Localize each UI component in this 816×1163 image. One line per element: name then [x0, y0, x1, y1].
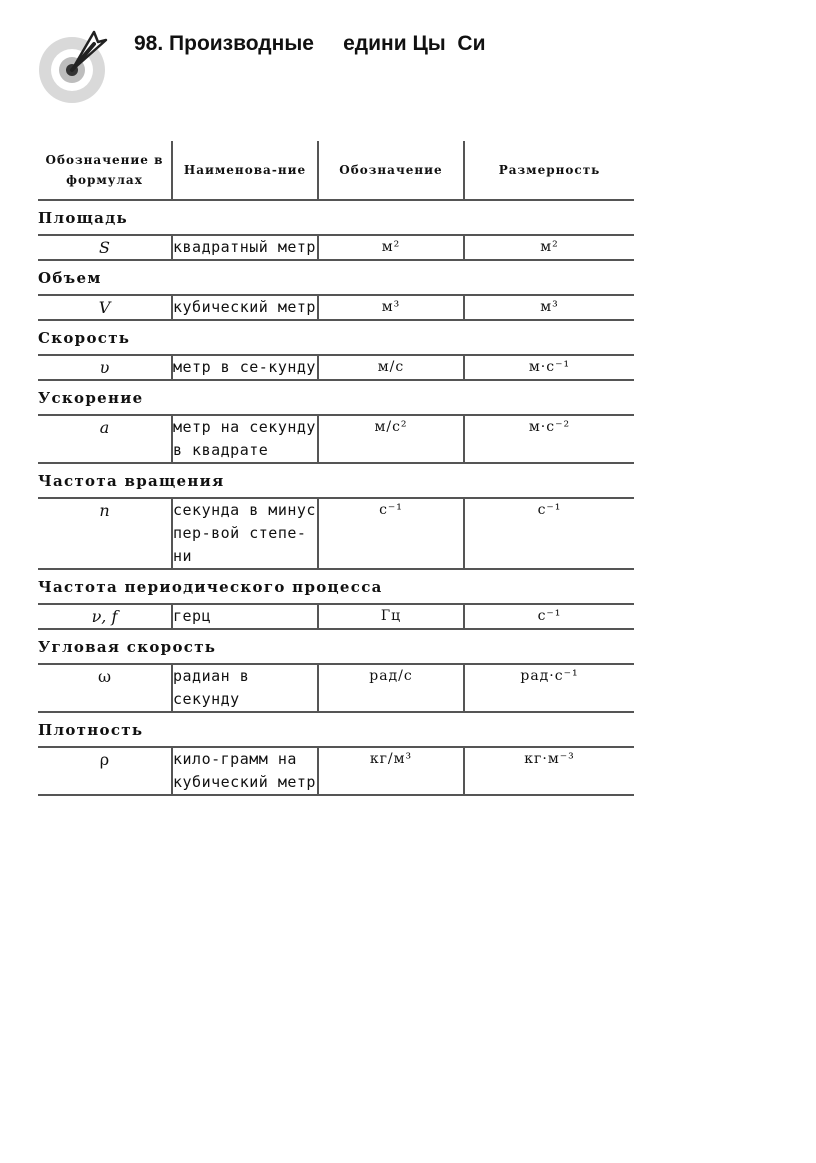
table-row: [38, 498, 634, 569]
table-row: [38, 604, 634, 629]
table-row: [38, 415, 634, 463]
dimension-cell: рад·с⁻¹: [464, 664, 634, 712]
section-heading-row: [38, 629, 634, 664]
table-row: [38, 747, 634, 795]
name-cell: радиан в секунду: [172, 664, 318, 712]
name-cell: квадратный метр: [172, 235, 318, 260]
unit-cell: с⁻¹: [318, 498, 464, 569]
section-heading: Площадь: [38, 200, 634, 235]
header-dimension: Размерность: [464, 141, 634, 200]
name-cell: метр на секунду в квадрате: [172, 415, 318, 463]
unit-cell: м/с: [318, 355, 464, 380]
section-heading-row: [38, 320, 634, 355]
section-heading: Плотность: [38, 712, 634, 747]
name-cell: герц: [172, 604, 318, 629]
symbol-cell: S: [38, 235, 172, 260]
symbol-cell: a: [38, 415, 172, 463]
section-heading-row: [38, 569, 634, 604]
header-symbol: Обозначение в формулах: [38, 141, 172, 200]
unit-cell: Гц: [318, 604, 464, 629]
header-name: Наименова-ние: [172, 141, 318, 200]
table-header-row: [38, 141, 634, 200]
section-heading-row: [38, 200, 634, 235]
name-cell: метр в се-кунду: [172, 355, 318, 380]
unit-cell: м/с²: [318, 415, 464, 463]
name-cell: кило-грамм на кубический метр: [172, 747, 318, 795]
dimension-cell: с⁻¹: [464, 498, 634, 569]
section-heading-row: [38, 260, 634, 295]
unit-cell: м²: [318, 235, 464, 260]
symbol-cell: ρ: [38, 747, 172, 795]
section-heading-row: [38, 712, 634, 747]
table-row: [38, 235, 634, 260]
dimension-cell: кг·м⁻³: [464, 747, 634, 795]
section-heading: Ускорение: [38, 380, 634, 415]
unit-cell: м³: [318, 295, 464, 320]
dimension-cell: м³: [464, 295, 634, 320]
section-heading: Частота вращения: [38, 463, 634, 498]
symbol-cell: n: [38, 498, 172, 569]
dimension-cell: м·с⁻¹: [464, 355, 634, 380]
dimension-cell: м²: [464, 235, 634, 260]
table-row: [38, 355, 634, 380]
symbol-cell: V: [38, 295, 172, 320]
name-cell: секунда в минус пер-вой степе-ни: [172, 498, 318, 569]
table-row: [38, 664, 634, 712]
section-heading: Скорость: [38, 320, 634, 355]
header-unit: Обозначение: [318, 141, 464, 200]
target-arrow-icon: [36, 30, 116, 110]
section-heading: Угловая скорость: [38, 629, 634, 664]
units-table: [38, 141, 634, 796]
symbol-cell: ω: [38, 664, 172, 712]
section-heading: Частота периодического процесса: [38, 569, 634, 604]
section-heading-row: [38, 463, 634, 498]
section-heading-row: [38, 380, 634, 415]
unit-cell: кг/м³: [318, 747, 464, 795]
dimension-cell: с⁻¹: [464, 604, 634, 629]
section-heading: Объем: [38, 260, 634, 295]
table-row: [38, 295, 634, 320]
dimension-cell: м·с⁻²: [464, 415, 634, 463]
unit-cell: рад/с: [318, 664, 464, 712]
symbol-cell: ν, f: [38, 604, 172, 629]
symbol-cell: υ: [38, 355, 172, 380]
page-title: 98. Производные едини Цы Си: [134, 32, 486, 55]
name-cell: кубический метр: [172, 295, 318, 320]
